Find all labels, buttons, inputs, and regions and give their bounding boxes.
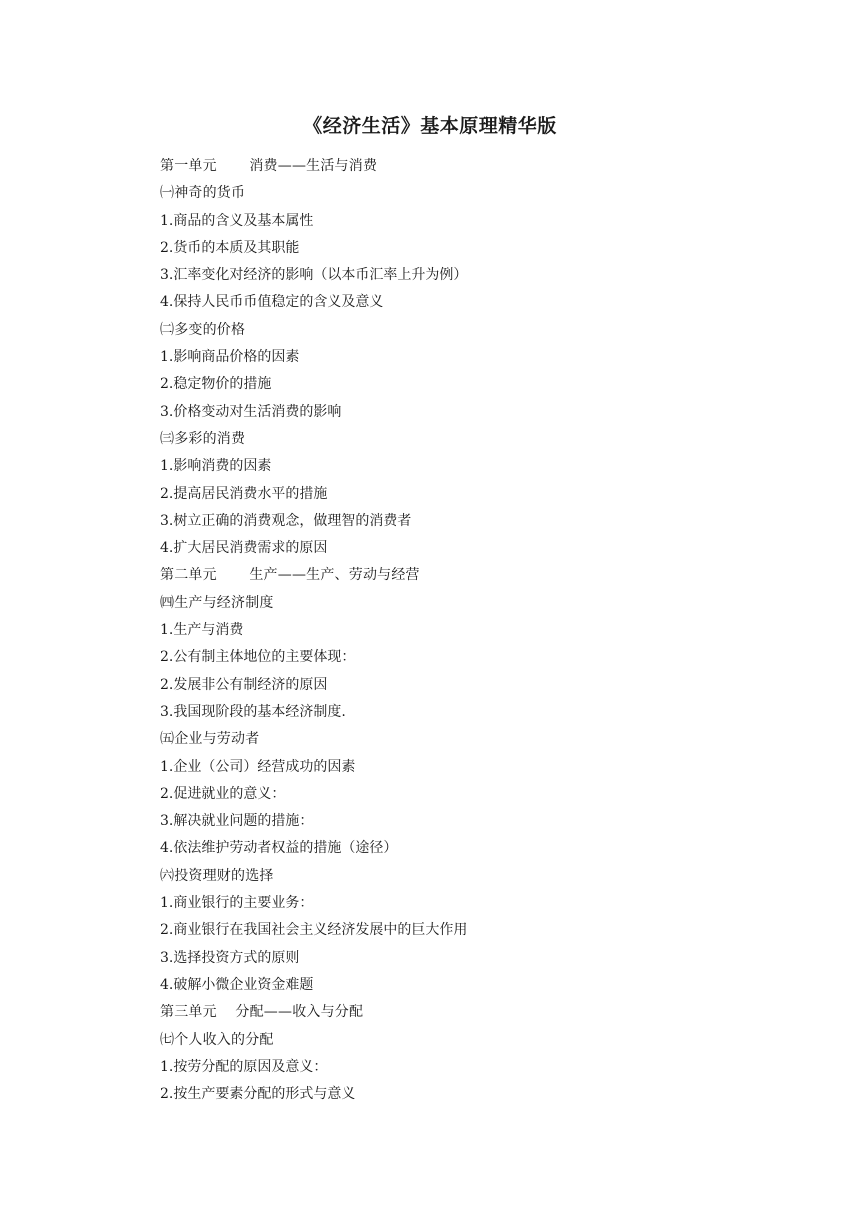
outline-item: 4.保持人民币币值稳定的含义及意义 xyxy=(160,294,384,311)
outline-item: 2.发展非公有制经济的原因 xyxy=(160,676,328,693)
outline-item: 3.价格变动对生活消费的影响 xyxy=(160,403,342,420)
outline-item: 1.生产与消费 xyxy=(160,622,244,639)
outline-item: 3.选择投资方式的原则 xyxy=(160,949,300,966)
outline-item: 1.企业（公司）经营成功的因素 xyxy=(160,758,356,775)
outline-item: 1.影响商品价格的因素 xyxy=(160,349,300,366)
outline-item: 1.按劳分配的原因及意义： xyxy=(160,1058,328,1075)
section-heading: ㈥投资理财的选择 xyxy=(160,867,274,884)
document-body xyxy=(160,153,720,1108)
section-heading: ㈠神奇的货币 xyxy=(160,185,246,202)
document-title: 《经济生活》基本原理精华版 xyxy=(303,115,557,137)
outline-item: 1.影响消费的因素 xyxy=(160,458,272,475)
outline-item: 2.促进就业的意义： xyxy=(160,785,286,802)
section-heading: ㈣生产与经济制度 xyxy=(160,594,274,611)
outline-item: 2.货币的本质及其职能 xyxy=(160,239,300,256)
unit-heading: 第三单元 分配——收入与分配 xyxy=(160,1004,364,1021)
outline-item: 3.解决就业问题的措施： xyxy=(160,813,314,830)
outline-item: 4.扩大居民消费需求的原因 xyxy=(160,540,328,557)
outline-item: 4.依法维护劳动者权益的措施（途径） xyxy=(160,840,398,857)
outline-item: 1.商品的含义及基本属性 xyxy=(160,212,314,229)
outline-item: 4.破解小微企业资金难题 xyxy=(160,976,314,993)
outline-item: 1.商业银行的主要业务： xyxy=(160,895,314,912)
section-heading: ㈦个人收入的分配 xyxy=(160,1031,274,1048)
unit-heading: 第二单元 生产——生产、劳动与经营 xyxy=(160,567,420,584)
outline-item: 2.商业银行在我国社会主义经济发展中的巨大作用 xyxy=(160,922,468,939)
outline-item: 2.提高居民消费水平的措施 xyxy=(160,485,328,502)
outline-item: 2.公有制主体地位的主要体现： xyxy=(160,649,356,666)
section-heading: ㈢多彩的消费 xyxy=(160,430,246,447)
outline-item: 2.按生产要素分配的形式与意义 xyxy=(160,1086,356,1103)
outline-item: 3.树立正确的消费观念，做理智的消费者 xyxy=(160,512,412,529)
outline-item: 2.稳定物价的措施 xyxy=(160,376,272,393)
outline-item: 3.汇率变化对经济的影响（以本币汇率上升为例） xyxy=(160,267,468,284)
outline-item: 3.我国现阶段的基本经济制度. xyxy=(160,703,346,720)
section-heading: ㈡多变的价格 xyxy=(160,321,246,338)
unit-heading: 第一单元 消费——生活与消费 xyxy=(160,158,378,174)
section-heading: ㈤企业与劳动者 xyxy=(160,731,260,748)
